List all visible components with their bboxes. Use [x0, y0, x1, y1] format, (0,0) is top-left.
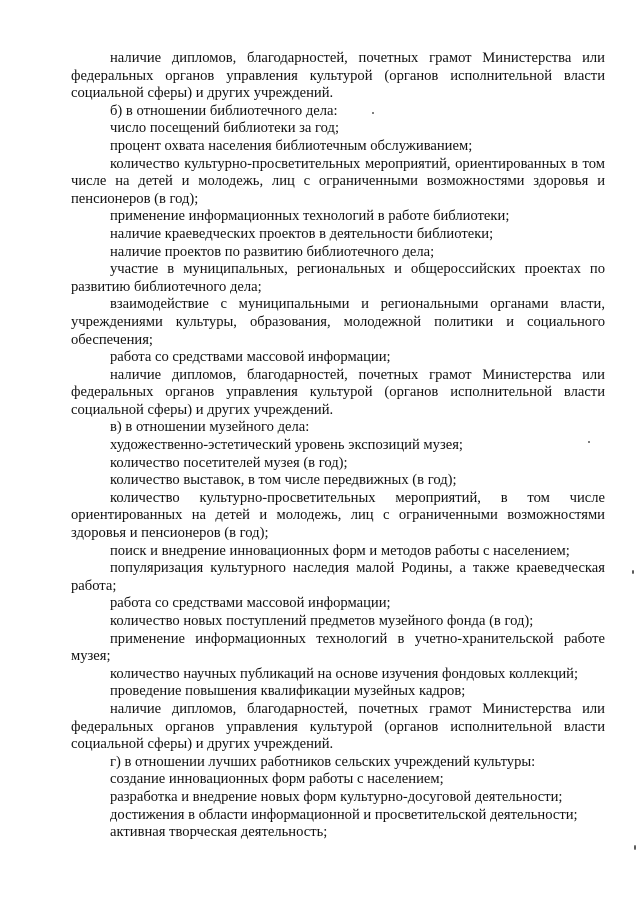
- scan-speck: [632, 570, 634, 574]
- paragraph: количество культурно-просветительных мероприятий, ориентированных в том числе на детей и молодежь, лиц с ограниченными возможностями здоровья и пенсионеров (в год);: [71, 155, 605, 207]
- paragraph: работа со средствами массовой информации;: [110, 595, 391, 612]
- paragraph: число посещений библиотеки за год;: [110, 120, 340, 137]
- section-heading-library: б) в отношении библиотечного дела:: [110, 102, 338, 119]
- paragraph: количество посетителей музея (в год);: [110, 454, 348, 471]
- paragraph: наличие дипломов, благодарностей, почетных грамот Министерства или федеральных органов управления культурой (органов исполнительной власти социальной сферы) и других учреждений.: [71, 50, 605, 102]
- paragraph: количество выставок, в том числе передвижных (в год);: [110, 472, 457, 489]
- paragraph: взаимодействие с муниципальными и региональными органами власти, учреждениями культуры, образования, молодежной политики и социального обеспечения;: [71, 296, 605, 348]
- paragraph: наличие дипломов, благодарностей, почетных грамот Министерства или федеральных органов управления культурой (органов исполнительной власти социальной сферы) и других учреждений.: [71, 700, 605, 753]
- paragraph: создание инновационных форм работы с населением;: [110, 771, 444, 788]
- paragraph: работа со средствами массовой информации;: [110, 349, 391, 366]
- paragraph: участие в муниципальных, региональных и общероссийских проектах по развитию библиотечного дела;: [71, 261, 605, 295]
- paragraph: поиск и внедрение инновационных форм и методов работы с населением;: [110, 542, 570, 559]
- scan-speck: [588, 441, 590, 443]
- paragraph: наличие проектов по развитию библиотечного дела;: [110, 243, 435, 260]
- paragraph: наличие дипломов, благодарностей, почетных грамот Министерства или федеральных органов управления культурой (органов исполнительной власти социальной сферы) и других учреждений.: [71, 366, 605, 418]
- paragraph: применение информационных технологий в учетно-хранительской работе музея;: [71, 630, 605, 665]
- paragraph: разработка и внедрение новых форм культурно-досуговой деятельности;: [110, 788, 563, 805]
- paragraph: применение информационных технологий в работе библиотеки;: [110, 208, 510, 225]
- document-page: [71, 50, 605, 842]
- paragraph: количество научных публикаций на основе изучения фондовых коллекций;: [110, 665, 579, 682]
- paragraph: процент охвата населения библиотечным обслуживанием;: [110, 137, 473, 154]
- paragraph: активная творческая деятельность;: [110, 824, 328, 841]
- paragraph: количество новых поступлений предметов музейного фонда (в год);: [110, 613, 534, 629]
- paragraph: достижения в области информационной и просветительской деятельности;: [110, 806, 578, 823]
- scan-speck: [372, 112, 374, 114]
- scan-speck: [634, 845, 636, 850]
- section-heading-rural-workers: г) в отношении лучших работников сельских учреждений культуры:: [110, 753, 536, 770]
- paragraph: количество культурно-просветительных мероприятий, в том числе ориентированных на детей и молодежь, лиц с ограниченными возможностями здоровья и пенсионеров (в год);: [71, 489, 605, 542]
- paragraph: наличие краеведческих проектов в деятельности библиотеки;: [110, 225, 494, 242]
- section-heading-museum: в) в отношении музейного дела:: [110, 419, 310, 436]
- paragraph: проведение повышения квалификации музейных кадров;: [110, 683, 466, 700]
- paragraph: художественно-эстетический уровень экспозиций музея;: [110, 437, 463, 454]
- paragraph: популяризация культурного наследия малой Родины, а также краеведческая работа;: [71, 560, 605, 594]
